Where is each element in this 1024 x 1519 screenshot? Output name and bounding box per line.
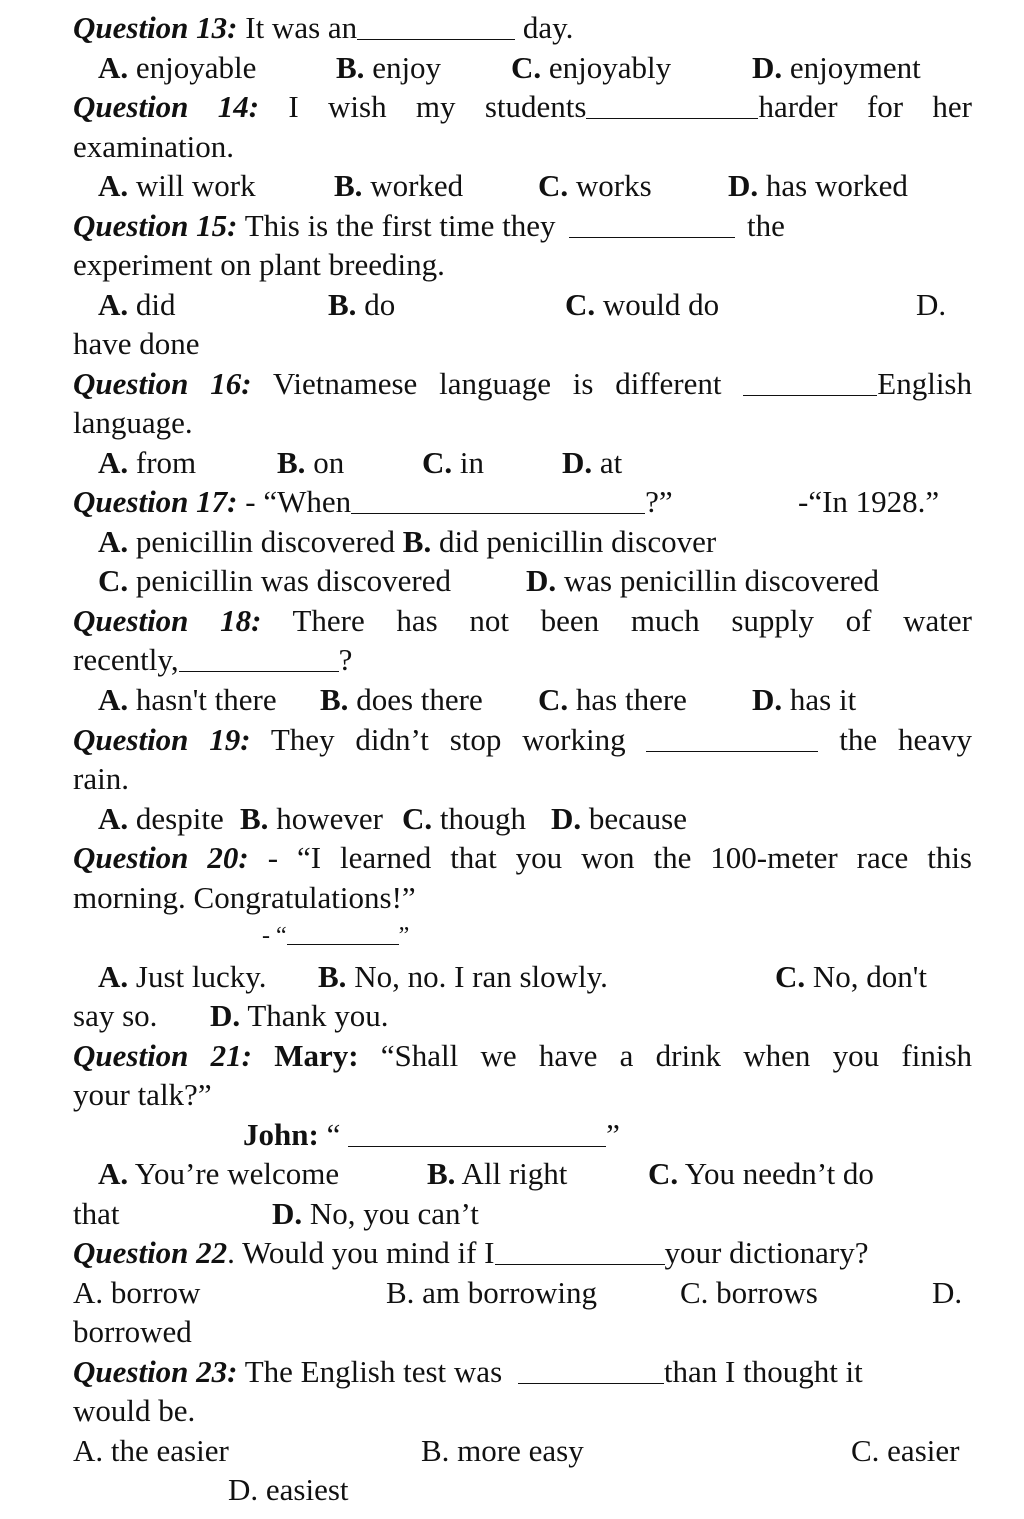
question-14-blank[interactable] [586,90,758,119]
question-17-options-row-1 [98,522,972,562]
q15-option-c[interactable]: C. would do [565,287,720,322]
q14-option-c[interactable]: C. works [538,168,652,203]
q18-option-c[interactable]: C. has there [538,682,687,717]
q13-option-c[interactable]: C. enjoyably [511,50,672,85]
q19-option-b[interactable]: B. however [240,801,383,836]
question-18-continuation [73,640,972,680]
question-15-text-before: This is the first time they [244,208,556,243]
question-22-blank[interactable] [495,1236,665,1265]
question-18-text-line2: recently, [73,642,179,677]
q22-option-d-letter[interactable]: D. [932,1275,963,1310]
question-13-label: Question 13: [73,10,238,45]
question-17-reply: -“In 1928.” [798,484,940,519]
q22-option-d-text[interactable]: borrowed [73,1314,192,1349]
question-21-text: “Shall we have a drink when you finish [380,1038,973,1073]
question-21-speaker-mary: Mary: [274,1038,359,1073]
question-23-stem [73,1352,972,1392]
q13-option-a[interactable]: A. enjoyable [98,50,257,85]
question-20-text: - “I learned that you won the 100-meter race this [267,840,973,875]
question-14-label: Question 14: [73,89,260,124]
question-23-continuation: would be. [73,1393,196,1428]
question-21-reply [243,1115,972,1155]
q22-option-a[interactable]: A. borrow [73,1275,201,1310]
q19-option-d[interactable]: D. because [551,801,687,836]
question-22-text-before: . Would you mind if I [227,1235,495,1270]
q20-option-a[interactable]: A. Just lucky. [98,959,267,994]
question-13-text-after: day. [522,10,574,45]
question-19-stem [73,720,972,760]
question-20-stem [73,838,972,878]
q17-option-d[interactable]: D. was penicillin discovered [526,563,879,598]
q17-option-a[interactable]: A. penicillin discovered [98,524,396,559]
q15-option-d-letter[interactable]: D. [916,287,947,322]
question-14-continuation: examination. [73,129,234,164]
q13-option-b[interactable]: B. enjoy [336,50,442,85]
q15-option-b[interactable]: B. do [328,287,396,322]
q23-option-a[interactable]: A. the easier [73,1433,229,1468]
question-15-blank[interactable] [569,209,735,238]
question-18-blank[interactable] [179,643,339,672]
q20-option-c-continuation[interactable]: say so. [73,998,158,1033]
q14-option-a[interactable]: A. will work [98,168,256,203]
question-21-reply-close-quote: ” [606,1117,620,1152]
question-21-label: Question 21: [73,1038,252,1073]
q14-option-d[interactable]: D. has worked [728,168,908,203]
question-14-text-after: harder for her [758,89,972,124]
question-21-blank[interactable] [348,1118,606,1147]
question-16-text-after: English [877,366,972,401]
question-15-continuation: experiment on plant breeding. [73,247,445,282]
question-21-reply-open-quote: “ [326,1117,341,1152]
question-19-blank[interactable] [646,723,818,752]
question-14-text-before: I wish my students [288,89,587,124]
q23-option-b[interactable]: B. more easy [421,1433,584,1468]
q13-option-d[interactable]: D. enjoyment [752,50,921,85]
q17-option-b[interactable]: B. did penicillin discover [402,524,717,559]
question-22-label: Question 22 [73,1235,228,1270]
question-15-label: Question 15: [73,208,238,243]
question-16-blank[interactable] [743,367,877,396]
q18-option-a[interactable]: A. hasn't there [98,682,277,717]
question-18-question-mark: ? [338,642,353,677]
q17-option-c[interactable]: C. penicillin was discovered [98,563,451,598]
question-17-text-before: - “When [245,484,352,519]
question-20-reply-close-quote: ” [398,923,410,949]
q20-option-d[interactable]: D. Thank you. [210,998,389,1033]
question-16-stem [73,364,972,404]
q14-option-b[interactable]: B. worked [334,168,464,203]
question-23-blank[interactable] [518,1355,664,1384]
q21-option-d[interactable]: D. No, you can’t [272,1196,479,1231]
q21-option-a[interactable]: A. You’re welcome [98,1156,340,1191]
question-23-text-before: The English test was [244,1354,503,1389]
q16-option-a[interactable]: A. from [98,445,197,480]
question-16-label: Question 16: [73,366,252,401]
q22-option-c[interactable]: C. borrows [680,1275,818,1310]
question-17-blank[interactable] [351,485,645,514]
q16-option-b[interactable]: B. on [277,445,345,480]
question-21-stem [73,1036,972,1076]
q19-option-a[interactable]: A. despite [98,801,224,836]
question-13-text-before: It was an [245,10,358,45]
question-22-stem [73,1233,972,1273]
question-19-text-before: They didn’t stop working [270,722,626,757]
question-20-blank[interactable] [287,920,399,945]
q21-option-c[interactable]: C. You needn’t do [648,1156,874,1191]
q22-option-b[interactable]: B. am borrowing [386,1275,597,1310]
question-20-label: Question 20: [73,840,249,875]
question-19-label: Question 19: [73,722,251,757]
q15-option-d-text[interactable]: have done [73,326,200,361]
question-21-continuation: your talk?” [73,1077,212,1112]
question-18-text: There has not been much supply of water [292,603,972,638]
question-16-text-before: Vietnamese language is different [272,366,722,401]
question-16-continuation: language. [73,405,193,440]
question-17-text-after: ?” [645,484,673,519]
question-23-text-after: than I thought it [663,1354,863,1389]
question-20-reply [262,917,972,957]
q16-option-d[interactable]: D. at [562,445,623,480]
question-17-stem [73,482,972,522]
question-19-continuation: rain. [73,761,129,796]
q23-option-c[interactable]: C. easier [851,1433,960,1468]
q18-option-b[interactable]: B. does there [320,682,483,717]
question-23-label: Question 23: [73,1354,238,1389]
q16-option-c[interactable]: C. in [422,445,485,480]
question-17-label: Question 17: [73,484,238,519]
question-13-blank[interactable] [357,11,515,40]
question-20-reply-open-quote: - “ [262,923,287,949]
question-15-text-after: the [747,208,785,243]
q21-option-c-continuation[interactable]: that [73,1196,120,1231]
question-22-text-after: your dictionary? [664,1235,869,1270]
q18-option-d[interactable]: D. has it [752,682,857,717]
question-15-stem [73,206,972,246]
q20-option-b[interactable]: B. No, no. I ran slowly. [318,959,608,994]
question-14-stem [73,87,972,127]
q20-option-c[interactable]: C. No, don't [775,959,927,994]
cut-off-header-fragment [0,0,1024,6]
question-21-options-row-2 [73,1194,972,1234]
question-19-text-after: the heavy [839,722,973,757]
question-21-speaker-john: John: [243,1117,319,1152]
question-20-continuation: morning. Congratulations!” [73,880,416,915]
question-18-label: Question 18: [73,603,262,638]
question-13-stem [73,8,972,48]
q19-option-c[interactable]: C. though [402,801,527,836]
q15-option-a[interactable]: A. did [98,287,176,322]
question-20-options-row-2 [73,996,972,1036]
q23-option-d[interactable]: D. easiest [228,1472,349,1507]
q21-option-b[interactable]: B. All right [427,1156,568,1191]
question-18-stem [73,601,972,641]
